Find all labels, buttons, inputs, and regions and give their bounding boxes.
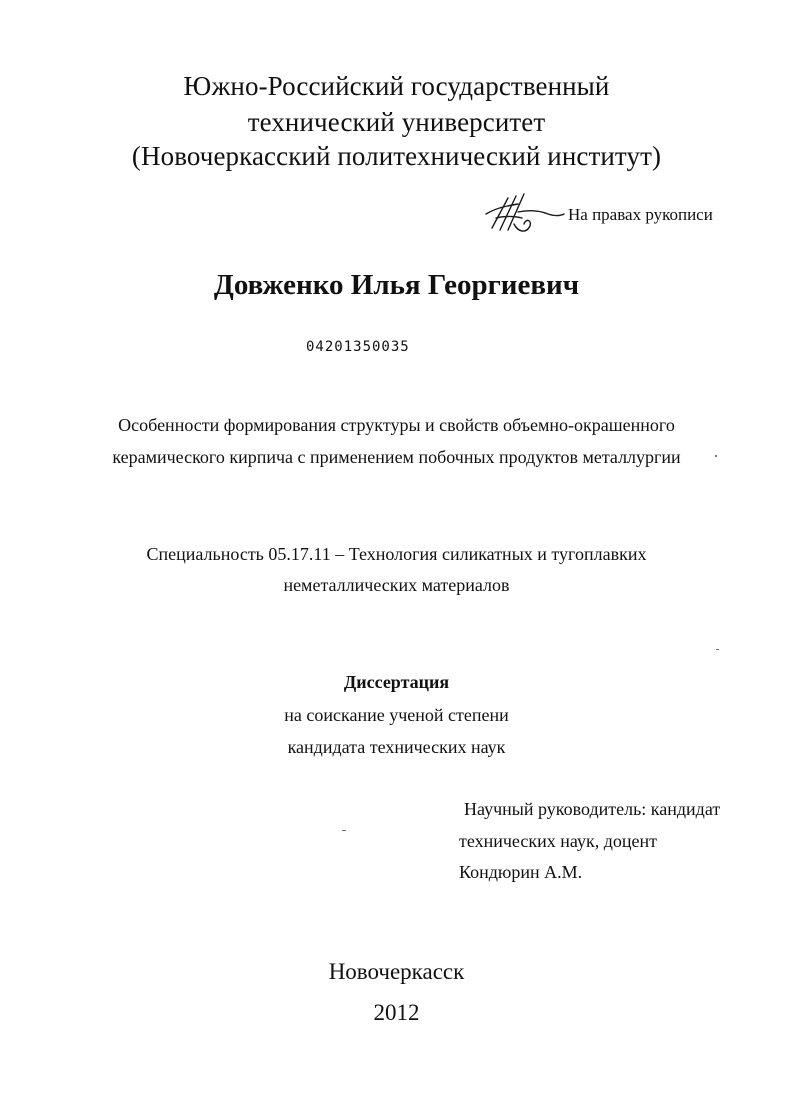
supervisor-line-2: технических наук, доцент (459, 831, 657, 851)
scan-speck (715, 455, 717, 457)
scan-speck (716, 649, 719, 650)
signature-icon (478, 188, 568, 238)
supervisor-name: Кондюрин А.М. (459, 862, 583, 882)
university-name-line-2: технический университет (247, 107, 546, 137)
supervisor-line-1: Научный руководитель: кандидат (464, 799, 721, 819)
document-code: 04201350035 (306, 339, 410, 355)
document-type-label: Диссертация (343, 672, 450, 692)
degree-line-2: кандидата технических наук (287, 737, 506, 757)
university-name-line-3: (Новочеркасский политехнический институт) (131, 141, 662, 171)
author-name: Довженко Илья Георгиевич (213, 269, 580, 301)
thesis-title-line-1: Особенности формирования структуры и свойств объемно-окрашенного (118, 415, 675, 435)
university-name-line-1: Южно-Российский государственный (183, 71, 610, 101)
thesis-title-line-2: керамического кирпича с применением побочных продуктов металлургии (112, 447, 681, 467)
year: 2012 (373, 1000, 420, 1025)
manuscript-rights-note: На правах рукописи (568, 205, 713, 224)
city: Новочеркасск (328, 959, 465, 984)
degree-line-1: на соискание ученой степени (284, 705, 509, 725)
specialty-line-2: неметаллических материалов (283, 575, 510, 595)
specialty-line-1: Специальность 05.17.11 – Технология силикатных и тугоплавких (146, 544, 647, 564)
scan-speck (342, 830, 346, 831)
